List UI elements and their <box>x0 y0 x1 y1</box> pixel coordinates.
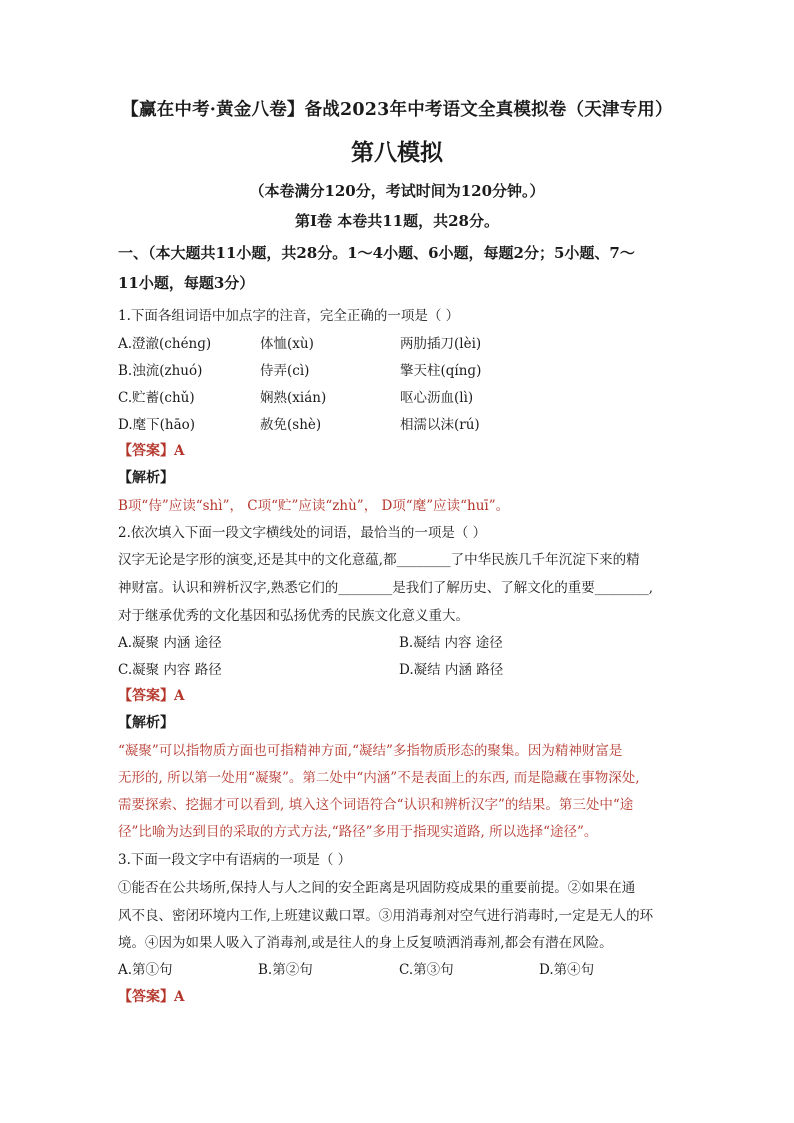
score-time-note: （本卷满分120分，考试时间为120分钟。） <box>249 182 545 200</box>
page-subtitle: 第八模拟 <box>351 139 443 166</box>
q1-analysis-label: 【解析】 <box>118 470 174 486</box>
q3-option-a: A.第①句 <box>118 962 173 978</box>
q1-option-a-word3: 两肋插刀(lèi) <box>400 336 482 352</box>
q1-option-c-word3: 呕心沥血(lì) <box>400 390 474 406</box>
q3-answer-value: A <box>174 989 185 1005</box>
q3-passage-line-1: ①能否在公共场所,保持人与人之间的安全距离是巩固防疫成果的重要前提。②如果在通 <box>118 880 636 896</box>
q1-answer <box>118 440 184 460</box>
q3-option-d: D.第④句 <box>539 962 595 978</box>
section-instruction-line-1: 一、（本大题共11小题，共28分。1～4小题、6小题，每题2分；5小题、7～ <box>118 244 635 262</box>
q2-answer-label: 【答案】 <box>118 688 174 704</box>
q1-option-d-word3: 相濡以沫(rú) <box>400 417 480 433</box>
q2-analysis-line-4: 径”比喻为达到目的采取的方式方法,“路径”多用于指现实道路, 所以选择“途径”。 <box>118 824 598 840</box>
question-2-stem: 2.依次填入下面一段文字横线处的词语，最恰当的一项是（ ） <box>118 525 487 541</box>
q1-option-a-word1: A.澄澈(chénɡ) <box>118 336 212 352</box>
q2-option-d: D.凝结 内涵 路径 <box>399 662 504 678</box>
q2-answer <box>118 685 184 705</box>
q2-analysis-line-3: 需要探索、挖掘才可以看到, 填入这个词语符合“认识和辨析汉字”的结果。第三处中“途 <box>118 797 634 813</box>
q3-answer-label: 【答案】 <box>118 989 174 1005</box>
q3-option-b: B.第②句 <box>258 962 313 978</box>
q3-answer <box>118 986 184 1006</box>
q1-option-a-word2: 体恤(xù) <box>260 336 314 352</box>
question-3-stem: 3.下面一段文字中有语病的一项是（ ） <box>118 852 352 868</box>
q1-option-c-word1: C.贮蓄(chǔ) <box>118 390 195 406</box>
q2-passage-line-1: 汉字无论是字形的演变,还是其中的文化意蕴,都________了中华民族几千年沉淀下来的精 <box>118 552 640 568</box>
q2-analysis-line-2: 无形的, 所以第一处用“凝聚”。第二处中“内涵”不是表面上的东西, 而是隐藏在事物深处, <box>118 770 640 786</box>
q1-analysis-text: B项“侍”应读“shì”， C项“贮”应读“zhù”， D项“麾”应读“huī”。 <box>118 498 510 514</box>
q2-analysis-line-1: “凝聚”可以指物质方面也可指精神方面,“凝结”多指物质形态的聚集。因为精神财富是 <box>118 743 623 759</box>
q1-option-c-word2: 娴熟(xián) <box>260 390 327 406</box>
q2-option-a: A.凝聚 内涵 途径 <box>118 635 222 651</box>
q1-answer-label: 【答案】 <box>118 443 174 459</box>
volume-heading: 第Ⅰ卷 本卷共11题，共28分。 <box>295 212 499 230</box>
question-1-stem: 1.下面各组词语中加点字的注音，完全正确的一项是（ ） <box>118 308 460 324</box>
q2-option-c: C.凝聚 内容 路径 <box>118 662 222 678</box>
page-title: 【赢在中考·黄金八卷】备战2023年中考语文全真模拟卷（天津专用） <box>121 100 673 120</box>
q2-option-b: B.凝结 内容 途径 <box>399 635 503 651</box>
q2-passage-line-3: 对于继承优秀的文化基因和弘扬优秀的民族文化意义重大。 <box>118 608 469 624</box>
q3-passage-line-3: 境。④因为如果人吸入了消毒剂,或是往人的身上反复喷洒消毒剂,都会有潜在风险。 <box>118 935 613 951</box>
q3-option-c: C.第③句 <box>399 962 454 978</box>
q1-option-d-word1: D.麾下(hāo) <box>118 417 196 433</box>
q1-option-b-word3: 擎天柱(qínɡ) <box>400 363 482 379</box>
q2-analysis-label: 【解析】 <box>118 715 174 731</box>
q3-passage-line-2: 风不良、密闭环境内工作,上班建议戴口罩。③用消毒剂对空气进行消毒时,一定是无人的环 <box>118 908 654 924</box>
q2-passage-line-2: 神财富。认识和辨析汉字,熟悉它们的________是我们了解历史、了解文化的重要________, <box>118 580 654 596</box>
q1-option-b-word2: 侍弄(cì) <box>260 363 310 379</box>
q1-option-b-word1: B.浊流(zhuó) <box>118 363 203 379</box>
q1-answer-value: A <box>174 443 185 459</box>
section-instruction-line-2: 11小题，每题3分） <box>118 274 255 292</box>
q1-option-d-word2: 赦免(shè) <box>260 417 322 433</box>
q2-answer-value: A <box>174 688 185 704</box>
